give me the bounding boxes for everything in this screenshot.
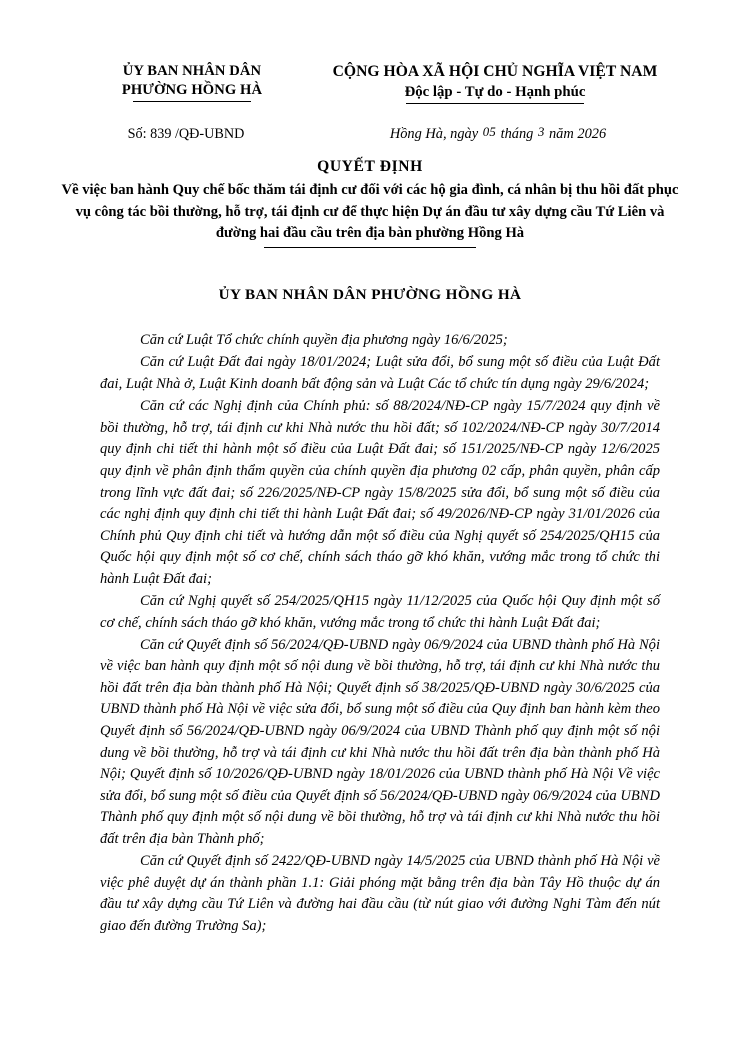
issuing-organization-block bbox=[52, 62, 302, 102]
issuing-org-line-2: PHƯỜNG HỒNG HÀ bbox=[121, 81, 263, 98]
body-paragraph: Căn cứ Luật Đất đai ngày 18/01/2024; Luật sửa đổi, bổ sung một số điều của Luật Đất đai, Luật Nhà ở, Luật Kinh doanh bất động sản và Luật Các tổ chức tín dụng ngày 29/6/2024; bbox=[100, 354, 660, 393]
national-motto: Độc lập - Tự do - Hạnh phúc bbox=[404, 84, 586, 100]
body-paragraph: Căn cứ các Nghị định của Chính phủ: số 88/2024/NĐ-CP ngày 15/7/2024 quy định về bồi thường, hỗ trợ, tái định cư khi Nhà nước thu hồi đất; số 102/2024/NĐ-CP ngày 30/7/2014 quy định chi tiết thi hành một số điều của Luật Đất đai; số 151/2025/NĐ-CP ngày 12/6/2025 quy định về phân định thẩm quyền của chính quyền địa phương 02 cấp, phân quyền, phân cấp trong lĩnh vực đất đai; số 226/2025/NĐ-CP ngày 15/8/2025 sửa đổi, bổ sung một số điều của các nghị định quy định chi tiết thi hành Luật Đất đai; số 49/2026/NĐ-CP ngày 31/01/2026 của Chính phủ Quy định chi tiết và hướng dẫn một số điều của Nghị quyết số 254/2025/QH15 của Quốc hội quy định một số cơ chế, chính sách tháo gỡ khó khăn, vướng mắc trong tổ chức thi hành Luật Đất đai; bbox=[100, 398, 660, 587]
body-paragraph: Căn cứ Luật Tổ chức chính quyền địa phương ngày 16/6/2025; bbox=[140, 332, 508, 349]
document-meta-row bbox=[0, 104, 740, 143]
title-block bbox=[0, 157, 740, 248]
document-number-label: Số: bbox=[127, 126, 147, 143]
document-date-year: 2026 bbox=[577, 126, 607, 143]
national-motto-underline bbox=[406, 103, 584, 104]
document-number-suffix: /QĐ-UBND bbox=[174, 126, 245, 143]
document-date-place: Hồng Hà, ngày bbox=[389, 126, 479, 143]
document-date-year-label: năm bbox=[548, 126, 574, 143]
document-header bbox=[0, 0, 740, 104]
document-date bbox=[302, 126, 688, 143]
body-paragraph: Căn cứ Nghị quyết số 254/2025/QH15 ngày 11/12/2025 của Quốc hội Quy định một số cơ chế, chính sách tháo gỡ khó khăn, vướng mắc trong tổ chức thi hành Luật Đất đai; bbox=[100, 593, 660, 631]
issuing-org-line-1: ỦY BAN NHÂN DÂN bbox=[122, 63, 262, 79]
national-title: CỘNG HÒA XÃ HỘI CHỦ NGHĨA VIỆT NAM bbox=[332, 63, 658, 80]
document-date-day: 05 bbox=[482, 125, 496, 140]
decision-heading: QUYẾT ĐỊNH bbox=[317, 158, 423, 176]
issuing-org-underline bbox=[133, 101, 251, 102]
document-number-value: 839 bbox=[150, 126, 172, 143]
issuing-authority: ỦY BAN NHÂN DÂN PHƯỜNG HỒNG HÀ bbox=[218, 286, 522, 304]
national-heading-block bbox=[302, 62, 688, 104]
decision-subject-underline bbox=[264, 247, 476, 249]
document-date-month: 3 bbox=[537, 125, 545, 140]
body-paragraph: Căn cứ Quyết định số 56/2024/QĐ-UBND ngày 06/9/2024 của UBND thành phố Hà Nội về việc ban hành quy định một số nội dung về bồi thường, hỗ trợ, tái định cư khi Nhà nước thu hồi đất trên địa bàn thành phố Hà Nội; Quyết định số 38/2025/QĐ-UBND ngày 30/6/2025 của UBND thành phố Hà Nội về việc sửa đổi, bổ sung một số điều của Quy định ban hành kèm theo Quyết định số 56/2024/QĐ-UBND ngày 06/9/2024 của UBND Thành phố quy định một số nội dung về bồi thường, hỗ trợ và tái định cư khi Nhà nước thu hồi đất trên địa bàn thành phố Hà Nội; Quyết định số 10/2026/QĐ-UBND ngày 18/01/2026 của UBND thành phố Hà Nội Về việc sửa đổi, bổ sung một số điều của Quyết định số 56/2024/QĐ-UBND ngày 06/9/2024 của UBND Thành phố quy định một số nội dung về bồi thường, hỗ trợ và tái định cư khi Nhà nước thu hồi đất trên địa bàn Thành phố; bbox=[100, 636, 660, 848]
document-body bbox=[0, 330, 740, 937]
decision-subject: Về việc ban hành Quy chế bốc thăm tái định cư đối với các hộ gia đình, cá nhân bị thu hồi đất phục vụ công tác bồi thường, hỗ trợ, tái định cư để thực hiện Dự án đầu tư xây dựng cầu Tứ Liên và đường hai đầu cầu trên địa bàn phường Hồng Hà bbox=[61, 182, 679, 242]
document-number bbox=[52, 126, 302, 143]
document-date-month-label: tháng bbox=[500, 126, 534, 143]
body-paragraph: Căn cứ Quyết định số 2422/QĐ-UBND ngày 14/5/2025 của UBND thành phố Hà Nội về việc phê duyệt dự án thành phần 1.1: Giải phóng mặt bằng trên địa bàn Tây Hồ thuộc dự án đầu tư xây dựng cầu Tứ Liên và đường hai đầu cầu (từ nút giao với đường Nghi Tàm đến nút giao đến đường Trường Sa); bbox=[100, 853, 660, 934]
